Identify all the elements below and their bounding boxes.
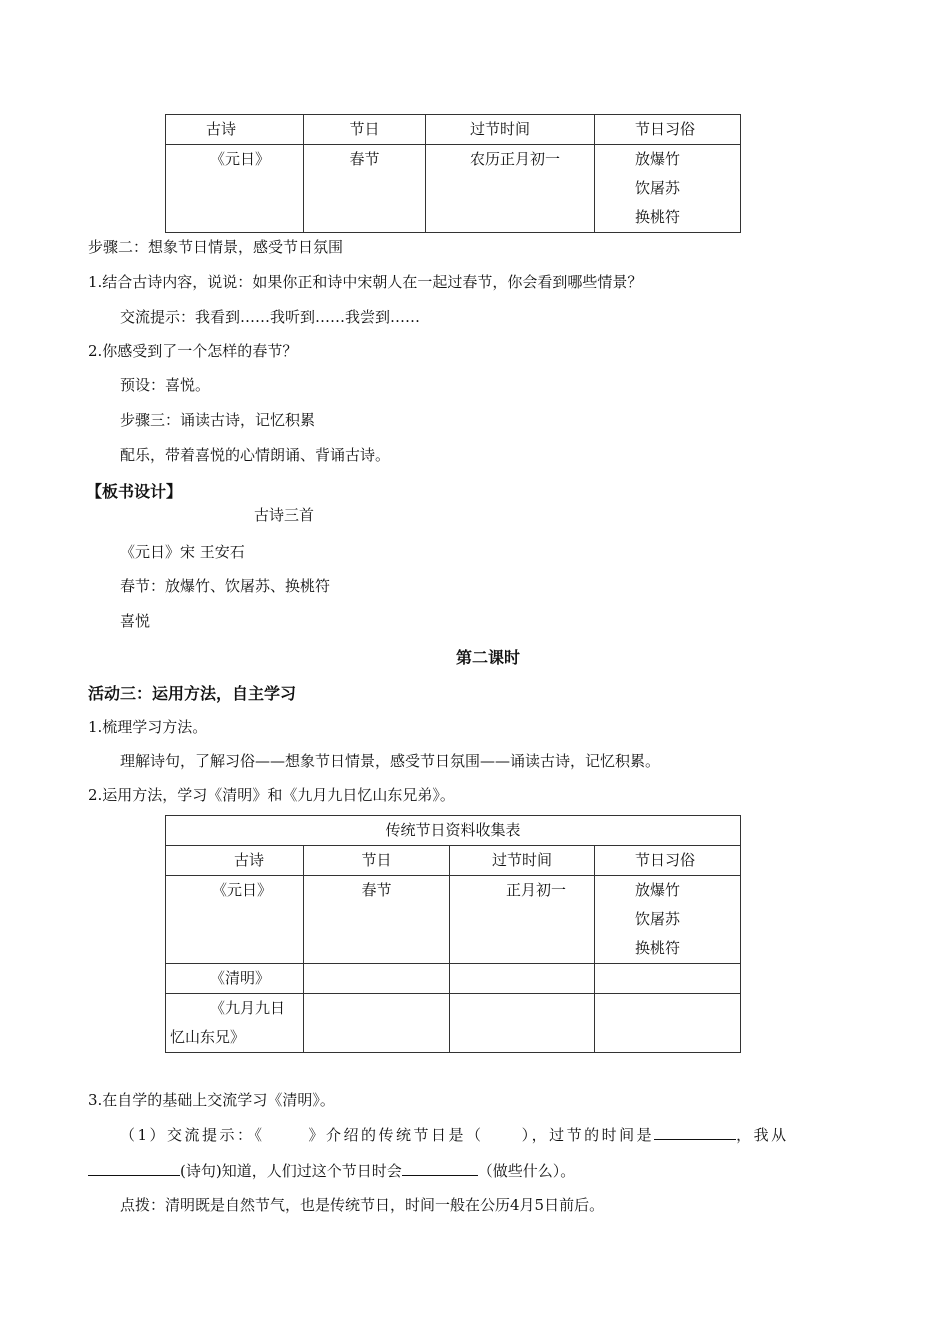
hint-text: ），过节的时间是 xyxy=(521,1126,655,1144)
step2-title: 步骤二：想象节日情景，感受节日氛围 xyxy=(88,238,344,256)
header-poem: 古诗 xyxy=(166,846,304,876)
custom-item: 饮屠苏 xyxy=(635,179,681,197)
hint-text: (诗句)知道，人们过这个节日时会 xyxy=(180,1162,402,1180)
item-3: 3.在自学的基础上交流学习《清明》。 xyxy=(88,1091,335,1109)
empty-cell xyxy=(595,964,741,994)
custom-item: 放爆竹 xyxy=(635,881,681,899)
step3-text: 配乐，带着喜悦的心情朗诵、背诵古诗。 xyxy=(120,446,391,464)
step2-question-2: 2.你感受到了一个怎样的春节？ xyxy=(88,342,298,360)
exchange-hint-line-1 xyxy=(120,1124,864,1145)
board-line-2: 春节：放爆竹、饮屠苏、换桃符 xyxy=(120,577,331,595)
header-festival: 节日 xyxy=(304,115,426,145)
table-caption: 传统节日资料收集表 xyxy=(166,816,741,846)
exchange-hint-line-2 xyxy=(88,1160,575,1181)
cell-poem: 《元日》 xyxy=(166,876,304,964)
board-title: 古诗三首 xyxy=(254,506,315,524)
cell-time: 农历正月初一 xyxy=(426,145,595,233)
step2-hint: 交流提示：我看到……我听到……我尝到…… xyxy=(120,308,421,326)
header-customs: 节日习俗 xyxy=(595,846,741,876)
step2-question-1: 1.结合古诗内容，说说：如果你正和诗中宋朝人在一起过春节，你会看到哪些情景？ xyxy=(88,273,643,291)
empty-cell xyxy=(304,964,450,994)
header-poem: 古诗 xyxy=(166,115,304,145)
board-heading: 【板书设计】 xyxy=(86,482,183,501)
board-line-3: 喜悦 xyxy=(120,612,151,630)
lesson2-title: 第二课时 xyxy=(456,648,521,667)
hint-text: 》介绍的传统节日是（ xyxy=(308,1126,484,1144)
custom-item: 饮屠苏 xyxy=(635,910,681,928)
header-customs: 节日习俗 xyxy=(595,115,741,145)
method-text: 理解诗句，了解习俗——想象节日情景，感受节日氛围——诵读古诗，记忆积累。 xyxy=(120,752,661,770)
hint-text: （做些什么）。 xyxy=(477,1162,576,1180)
empty-cell xyxy=(304,994,450,1053)
festival-collection-table xyxy=(165,815,741,1053)
empty-cell xyxy=(450,994,595,1053)
step3-title: 步骤三：诵读古诗，记忆积累 xyxy=(120,411,316,429)
activity-title: 活动三：运用方法，自主学习 xyxy=(88,684,297,703)
step2-preset: 预设：喜悦。 xyxy=(120,376,211,394)
custom-item: 换桃符 xyxy=(635,208,681,226)
cell-customs xyxy=(595,876,741,964)
cell-festival: 春节 xyxy=(304,145,426,233)
festival-table-1 xyxy=(165,114,741,233)
empty-cell xyxy=(450,964,595,994)
blank-activity[interactable] xyxy=(402,1160,478,1176)
blank-poem-line[interactable] xyxy=(88,1160,180,1176)
cell-poem-jiuyue xyxy=(166,994,304,1053)
empty-cell xyxy=(595,994,741,1053)
board-line-1: 《元日》宋 王安石 xyxy=(120,543,245,561)
hint-text: ，我从 xyxy=(736,1126,789,1144)
header-festival: 节日 xyxy=(304,846,450,876)
hint-text: （1）交流提示：《 xyxy=(120,1126,265,1144)
item-2: 2.运用方法，学习《清明》和《九月九日忆山东兄弟》。 xyxy=(88,786,455,804)
cell-time: 正月初一 xyxy=(450,876,595,964)
cell-poem: 《元日》 xyxy=(166,145,304,233)
cell-festival: 春节 xyxy=(304,876,450,964)
header-time: 过节时间 xyxy=(450,846,595,876)
tip-text: 点拨：清明既是自然节气，也是传统节日，时间一般在公历4月5日前后。 xyxy=(120,1196,605,1214)
item-1: 1.梳理学习方法。 xyxy=(88,718,208,736)
cell-poem-qingming: 《清明》 xyxy=(166,964,304,994)
header-time: 过节时间 xyxy=(426,115,595,145)
poem-line: 忆山东兄》 xyxy=(170,1028,246,1046)
custom-item: 换桃符 xyxy=(635,939,681,957)
cell-customs xyxy=(595,145,741,233)
blank-time[interactable] xyxy=(654,1124,736,1140)
poem-line: 《九月九日 xyxy=(210,999,286,1017)
custom-item: 放爆竹 xyxy=(635,150,681,168)
